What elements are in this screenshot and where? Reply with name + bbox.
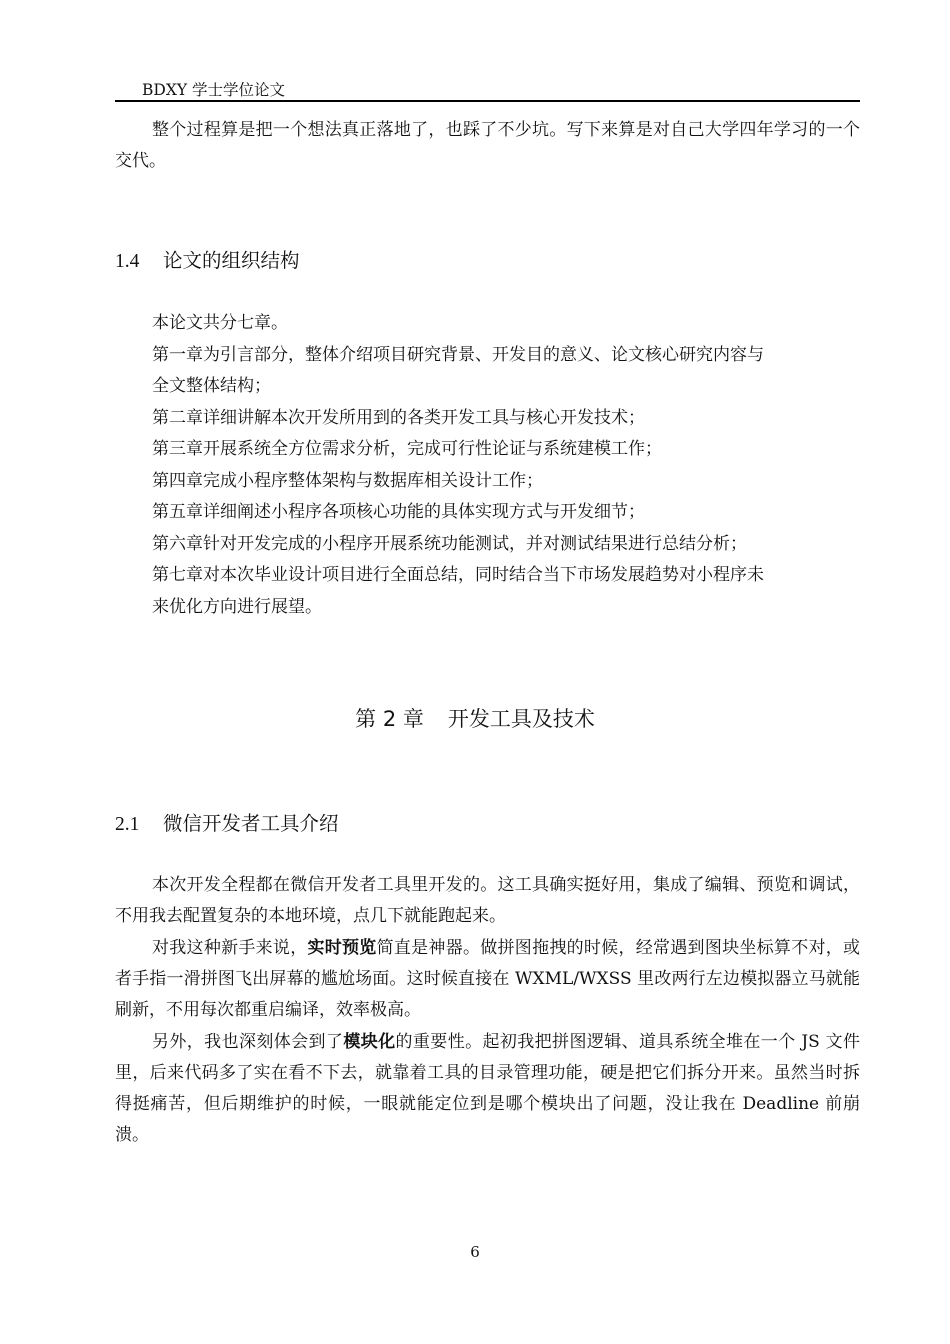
- chapter-heading: [0, 703, 950, 733]
- chapter-title: 开发工具及技术: [447, 707, 595, 731]
- section-number: 2.1: [115, 814, 140, 835]
- bold-term: 模块化: [343, 1032, 396, 1052]
- section-title: 微信开发者工具介绍: [163, 812, 339, 835]
- outline-line: 第六章针对开发完成的小程序开展系统功能测试，并对测试结果进行总结分析；: [152, 533, 747, 554]
- section-heading-2-1: [115, 808, 339, 836]
- section-title: 论文的组织结构: [163, 249, 300, 272]
- running-header: BDXY 学士学位论文: [142, 81, 286, 99]
- outline-line: 第三章开展系统全方位需求分析，完成可行性论证与系统建模工作；: [152, 439, 662, 459]
- outline-line: 第一章为引言部分，整体介绍项目研究背景、开发目的意义、论文核心研究内容与: [152, 344, 764, 365]
- outline-line: 第四章完成小程序整体架构与数据库相关设计工作；: [152, 470, 543, 491]
- paragraph-3: 另外，我也深刻体会到了模块化的重要性。起初我把拼图逻辑、道具系统全堆在一个 JS 文件里，后来代码多了实在看不下去，就靠着工具的目录管理功能，硬是把它们拆分开来。虽然当时拆得挺痛苦，但后期维护的时候，一眼就能定位到是哪个模块出了问题，没让我在 Deadline 前崩溃。: [115, 1032, 861, 1145]
- outline-line: 来优化方向进行展望。: [152, 596, 322, 617]
- section-number: 1.4: [115, 251, 140, 272]
- outline-line: 全文整体结构；: [152, 376, 271, 396]
- chapter-outline-list: [152, 308, 860, 623]
- outline-line: 第二章详细讲解本次开发所用到的各类开发工具与核心开发技术；: [152, 407, 645, 428]
- outline-line: 第七章对本次毕业设计项目进行全面总结，同时结合当下市场发展趋势对小程序未: [152, 565, 764, 585]
- paragraph-1: 本次开发全程都在微信开发者工具里开发的。这工具确实挺好用，集成了编辑、预览和调试，不用我去配置复杂的本地环境，点几下就能跑起来。: [115, 875, 860, 926]
- bold-term: 实时预览: [307, 938, 377, 958]
- paragraph-2: 对我这种新手来说，实时预览简直是神器。做拼图拖拽的时候，经常遇到图块坐标算不对，或者手指一滑拼图飞出屏幕的尴尬场面。这时候直接在 WXML/WXSS 里改两行左边模拟器立马就能刷新，不用每次都重启编译，效率极高。: [115, 938, 861, 1020]
- outline-line: 本论文共分七章。: [152, 313, 288, 333]
- section-heading-1-4: [115, 245, 300, 273]
- chapter-number: 第 2 章: [355, 707, 424, 731]
- intro-paragraph: 整个过程算是把一个想法真正落地了，也踩了不少坑。写下来算是对自己大学四年学习的一个交代。: [115, 120, 860, 171]
- header-rule: [115, 100, 860, 102]
- outline-line: 第五章详细阐述小程序各项核心功能的具体实现方式与开发细节；: [152, 502, 645, 522]
- page-number: 6: [470, 1243, 480, 1261]
